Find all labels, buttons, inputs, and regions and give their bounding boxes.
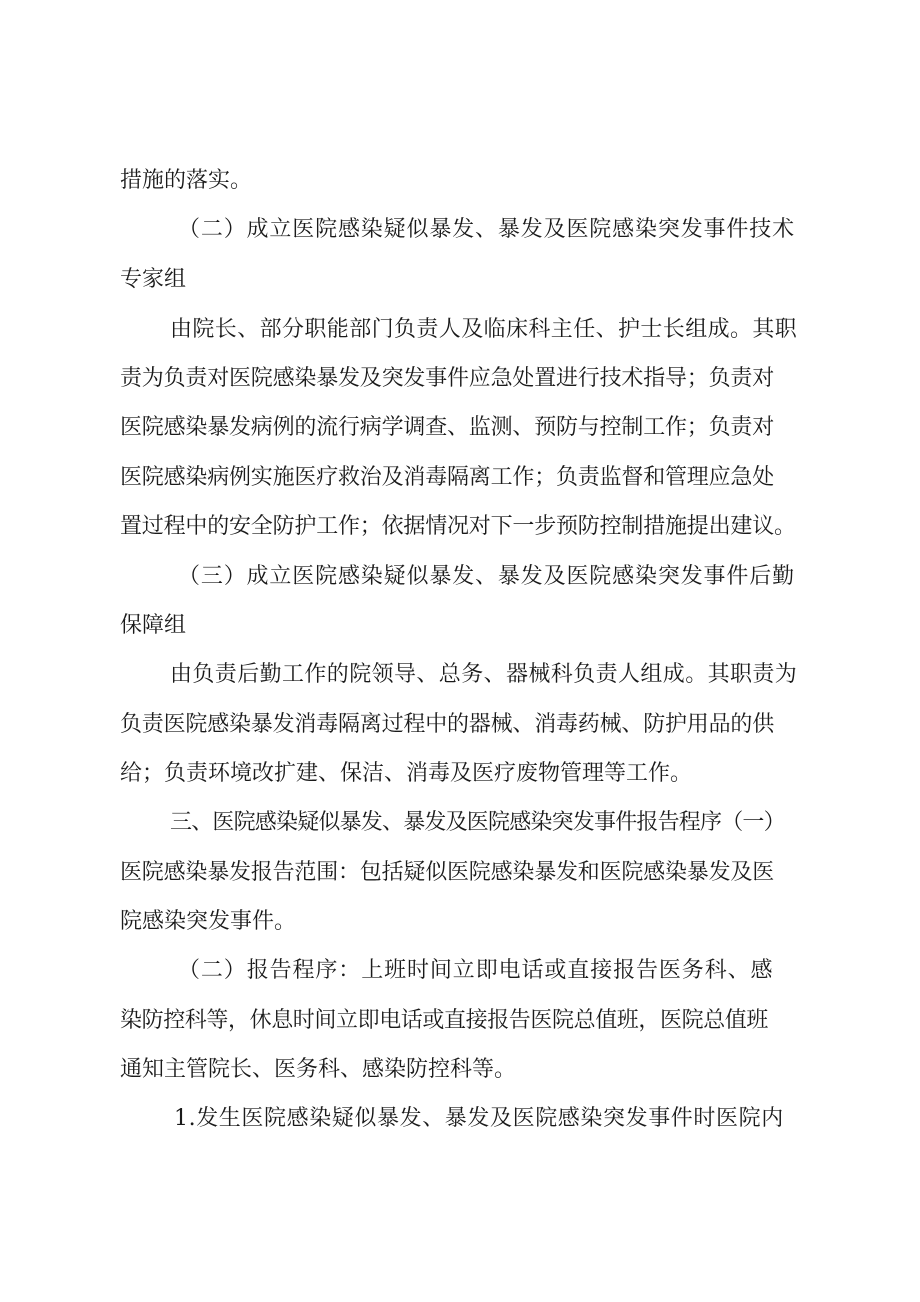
- text-line-4: 由院长、部分职能部门负责人及临床科主任、护士长组成。其职: [170, 317, 798, 342]
- text-line-18: 染防控科等，休息时间立即电话或直接报告医院总值班，医院总值班: [120, 1008, 769, 1033]
- text-line-16: 院感染突发事件。: [120, 909, 297, 934]
- text-line-7: 医院感染病例实施医疗救治及消毒隔离工作；负责监督和管理应急处: [120, 465, 775, 490]
- section-heading-reporting-procedure: 三、医院感染疑似暴发、暴发及医院感染突发事件报告程序（一）: [170, 810, 785, 835]
- text-line-15: 医院感染暴发报告范围：包括疑似医院感染暴发和医院感染暴发及医: [120, 860, 775, 885]
- text-line-5: 责为负责对医院感染暴发及突发事件应急处置进行技术指导；负责对: [120, 366, 775, 391]
- text-line-1: 措施的落实。: [120, 168, 253, 193]
- text-line-8: 置过程中的安全防护工作；依据情况对下一步预防控制措施提出建议。: [120, 514, 796, 539]
- text-line-19: 通知主管院长、医务科、感染防控科等。: [120, 1057, 517, 1082]
- subsection-heading-reporting-steps: （二）报告程序：上班时间立即电话或直接报告医务科、感: [178, 958, 774, 983]
- text-line-10: 保障组: [120, 613, 187, 638]
- numbered-item-1: 1.发生医院感染疑似暴发、暴发及医院感染突发事件时医院内: [174, 1106, 784, 1131]
- text-line-13: 给；负责环境改扩建、保洁、消毒及医疗废物管理等工作。: [120, 761, 693, 786]
- section-heading-technical-expert-group: （二）成立医院感染疑似暴发、暴发及医院感染突发事件技术: [178, 217, 795, 242]
- text-line-6: 医院感染暴发病例的流行病学调查、监测、预防与控制工作；负责对: [120, 415, 775, 440]
- text-line-3: 专家组: [120, 267, 187, 292]
- text-line-11: 由负责后勤工作的院领导、总务、器械科负责人组成。其职责为: [170, 662, 798, 687]
- section-heading-logistics-support-group: （三）成立医院感染疑似暴发、暴发及医院感染突发事件后勤: [178, 564, 795, 589]
- text-line-12: 负责医院感染暴发消毒隔离过程中的器械、消毒药械、防护用品的供: [120, 712, 775, 737]
